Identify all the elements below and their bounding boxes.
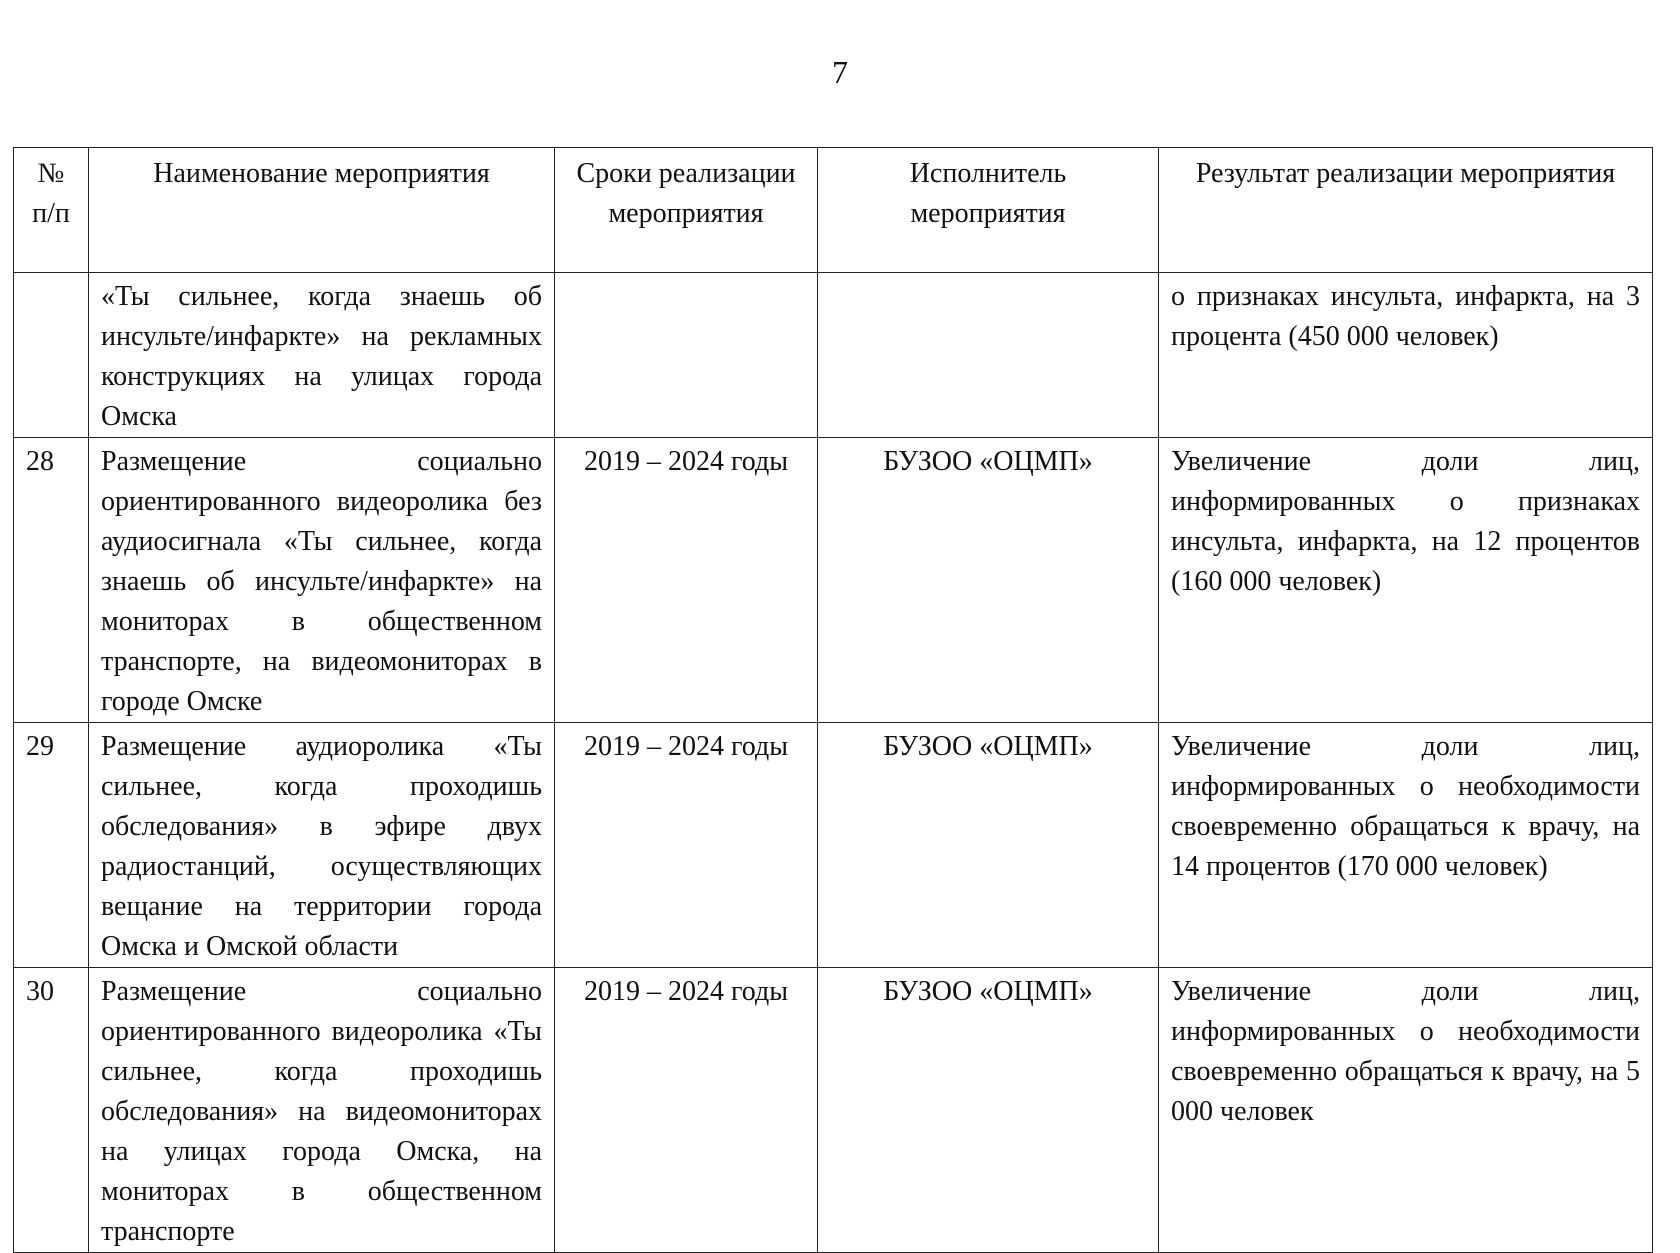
cell-term: 2019 – 2024 годы — [555, 968, 818, 1253]
cell-name: Размещение аудиоролика «Ты сильнее, когда проходишь обследования» в эфире двух радиостанций, осуществляющих вещание на территории города Омска и Омской области — [89, 723, 555, 968]
cell-result: Увеличение доли лиц, информированных о необходимости своевременно обращаться к врачу, на 14 процентов (170 000 человек) — [1159, 723, 1653, 968]
header-term: Сроки реализации мероприятия — [555, 148, 818, 273]
cell-name: Размещение социально ориентированного видеоролика «Ты сильнее, когда проходишь обследования» на видеомониторах на улицах города Омска, на мониторах в общественном транспорте — [89, 968, 555, 1253]
cell-result: Увеличение доли лиц, информированных о необходимости своевременно обращаться к врачу, на 5 000 человек — [1159, 968, 1653, 1253]
table-row — [14, 438, 1653, 723]
header-result: Результат реализации мероприятия — [1159, 148, 1653, 273]
table-row — [14, 968, 1653, 1253]
cell-result: о признаках инсульта, инфаркта, на 3 процента (450 000 человек) — [1159, 273, 1653, 438]
cell-result: Увеличение доли лиц, информированных о признаках инсульта, инфаркта, на 12 процентов (160 000 человек) — [1159, 438, 1653, 723]
header-number-sign: № — [37, 158, 65, 189]
cell-executor: БУЗОО «ОЦМП» — [818, 438, 1159, 723]
cell-term: 2019 – 2024 годы — [555, 438, 818, 723]
table-header-row — [14, 148, 1653, 273]
cell-executor — [818, 273, 1159, 438]
cell-number — [14, 273, 89, 438]
table-row — [14, 723, 1653, 968]
cell-number: 29 — [14, 723, 89, 968]
page-number: 7 — [832, 54, 848, 90]
header-executor: Исполнитель мероприятия — [818, 148, 1159, 273]
cell-number: 28 — [14, 438, 89, 723]
header-number-abbrev: п/п — [32, 198, 70, 229]
cell-term: 2019 – 2024 годы — [555, 723, 818, 968]
cell-number: 30 — [14, 968, 89, 1253]
header-number — [14, 148, 89, 273]
cell-name: Размещение социально ориентированного видеоролика без аудиосигнала «Ты сильнее, когда знаешь об инсульте/инфаркте» на мониторах в общественном транспорте, на видеомониторах в городе Омске — [89, 438, 555, 723]
measures-table — [13, 147, 1653, 1253]
header-name: Наименование мероприятия — [89, 148, 555, 273]
cell-executor: БУЗОО «ОЦМП» — [818, 723, 1159, 968]
cell-name: «Ты сильнее, когда знаешь об инсульте/инфаркте» на рекламных конструкциях на улицах города Омска — [89, 273, 555, 438]
cell-executor: БУЗОО «ОЦМП» — [818, 968, 1159, 1253]
cell-term — [555, 273, 818, 438]
table-row — [14, 273, 1653, 438]
